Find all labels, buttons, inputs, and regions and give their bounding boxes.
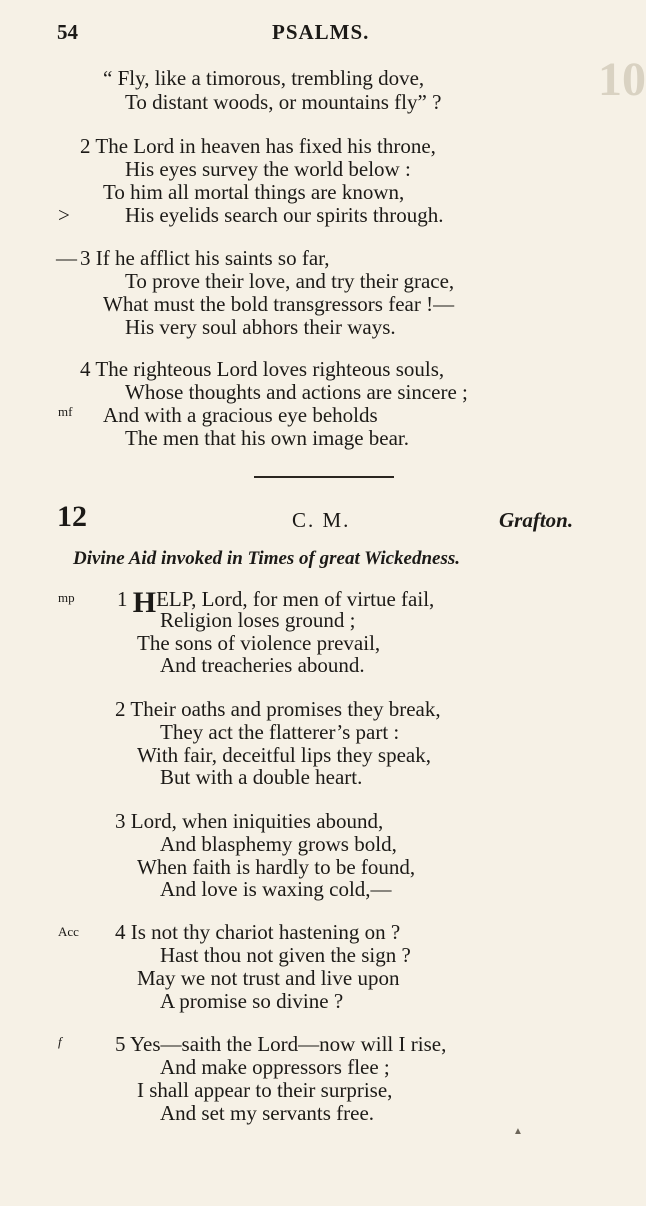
- verse-line: The sons of violence prevail,: [137, 631, 381, 655]
- running-title: PSALMS.: [272, 20, 370, 44]
- verse-line: His eyes survey the world below :: [125, 157, 411, 181]
- verse-line: I shall appear to their surprise,: [137, 1078, 393, 1102]
- accent-mark: >: [58, 203, 70, 227]
- hymn-meter: C. M.: [292, 508, 351, 532]
- verse-line: 5 Yes—saith the Lord—now will I rise,: [115, 1032, 447, 1056]
- verse-line: Whose thoughts and actions are sincere ;: [125, 380, 468, 404]
- verse-line: His very soul abhors their ways.: [125, 315, 396, 339]
- dynamic-mark: mp: [58, 590, 75, 605]
- hymn-subtitle: Divine Aid invoked in Times of great Wickedness.: [73, 548, 461, 569]
- verse-line: To him all mortal things are known,: [103, 180, 405, 204]
- verse-line: A promise so divine ?: [160, 989, 344, 1013]
- verse-line: And blasphemy grows bold,: [160, 832, 397, 856]
- verse-line: 4 Is not thy chariot hastening on ?: [115, 920, 401, 944]
- verse-line: Hast thou not given the sign ?: [160, 943, 411, 967]
- first-line-text: ELP, Lord, for men of virtue fail,: [156, 587, 435, 611]
- verse-line: Religion loses ground ;: [160, 608, 356, 632]
- verse-line: They act the flatterer’s part :: [160, 720, 400, 744]
- verse-line: His eyelids search our spirits through.: [125, 203, 444, 227]
- verse-line: To prove their love, and try their grace,: [125, 269, 455, 293]
- verse-line: When faith is hardly to be found,: [137, 855, 416, 879]
- verse-line: And with a gracious eye beholds: [103, 403, 378, 427]
- verse-line: And love is waxing cold,—: [160, 877, 392, 901]
- verse-line: What must the bold transgressors fear !—: [103, 292, 455, 316]
- verse-line: 4 The righteous Lord loves righteous souls,: [80, 357, 445, 381]
- verse-line: 2 Their oaths and promises they break,: [115, 697, 441, 721]
- verse-line: 2 The Lord in heaven has fixed his throne,: [80, 134, 436, 158]
- hymn-number: 12: [57, 500, 87, 533]
- dynamic-mark: mf: [58, 404, 73, 419]
- hymn-tune: Grafton.: [499, 508, 574, 532]
- verse-line: But with a double heart.: [160, 765, 363, 789]
- verse-line: With fair, deceitful lips they speak,: [137, 743, 431, 767]
- verse-line: 3 If he afflict his saints so far,: [80, 246, 330, 270]
- verse-line: The men that his own image bear.: [125, 426, 410, 450]
- verse-line: “ Fly, like a timorous, trembling dove,: [103, 66, 425, 90]
- verse-line: To distant woods, or mountains fly” ?: [125, 90, 442, 114]
- page-number: 54: [57, 20, 78, 44]
- section-divider: [254, 476, 394, 478]
- verse-number: 1: [117, 587, 128, 611]
- dynamic-mark: Acc: [58, 924, 79, 939]
- printer-ornament-icon: ▲: [513, 1126, 523, 1137]
- bleed-through-digit: 10: [598, 53, 646, 106]
- dynamic-mark: f: [58, 1034, 62, 1049]
- drop-cap: H: [132, 586, 157, 619]
- verse-line: And set my servants free.: [160, 1101, 375, 1125]
- verse-line: And treacheries abound.: [160, 653, 365, 677]
- verse-line: And make oppressors flee ;: [160, 1055, 390, 1079]
- verse-line: May we not trust and live upon: [137, 966, 400, 990]
- verse-line: 3 Lord, when iniquities abound,: [115, 809, 384, 833]
- dash-mark: —: [56, 246, 77, 270]
